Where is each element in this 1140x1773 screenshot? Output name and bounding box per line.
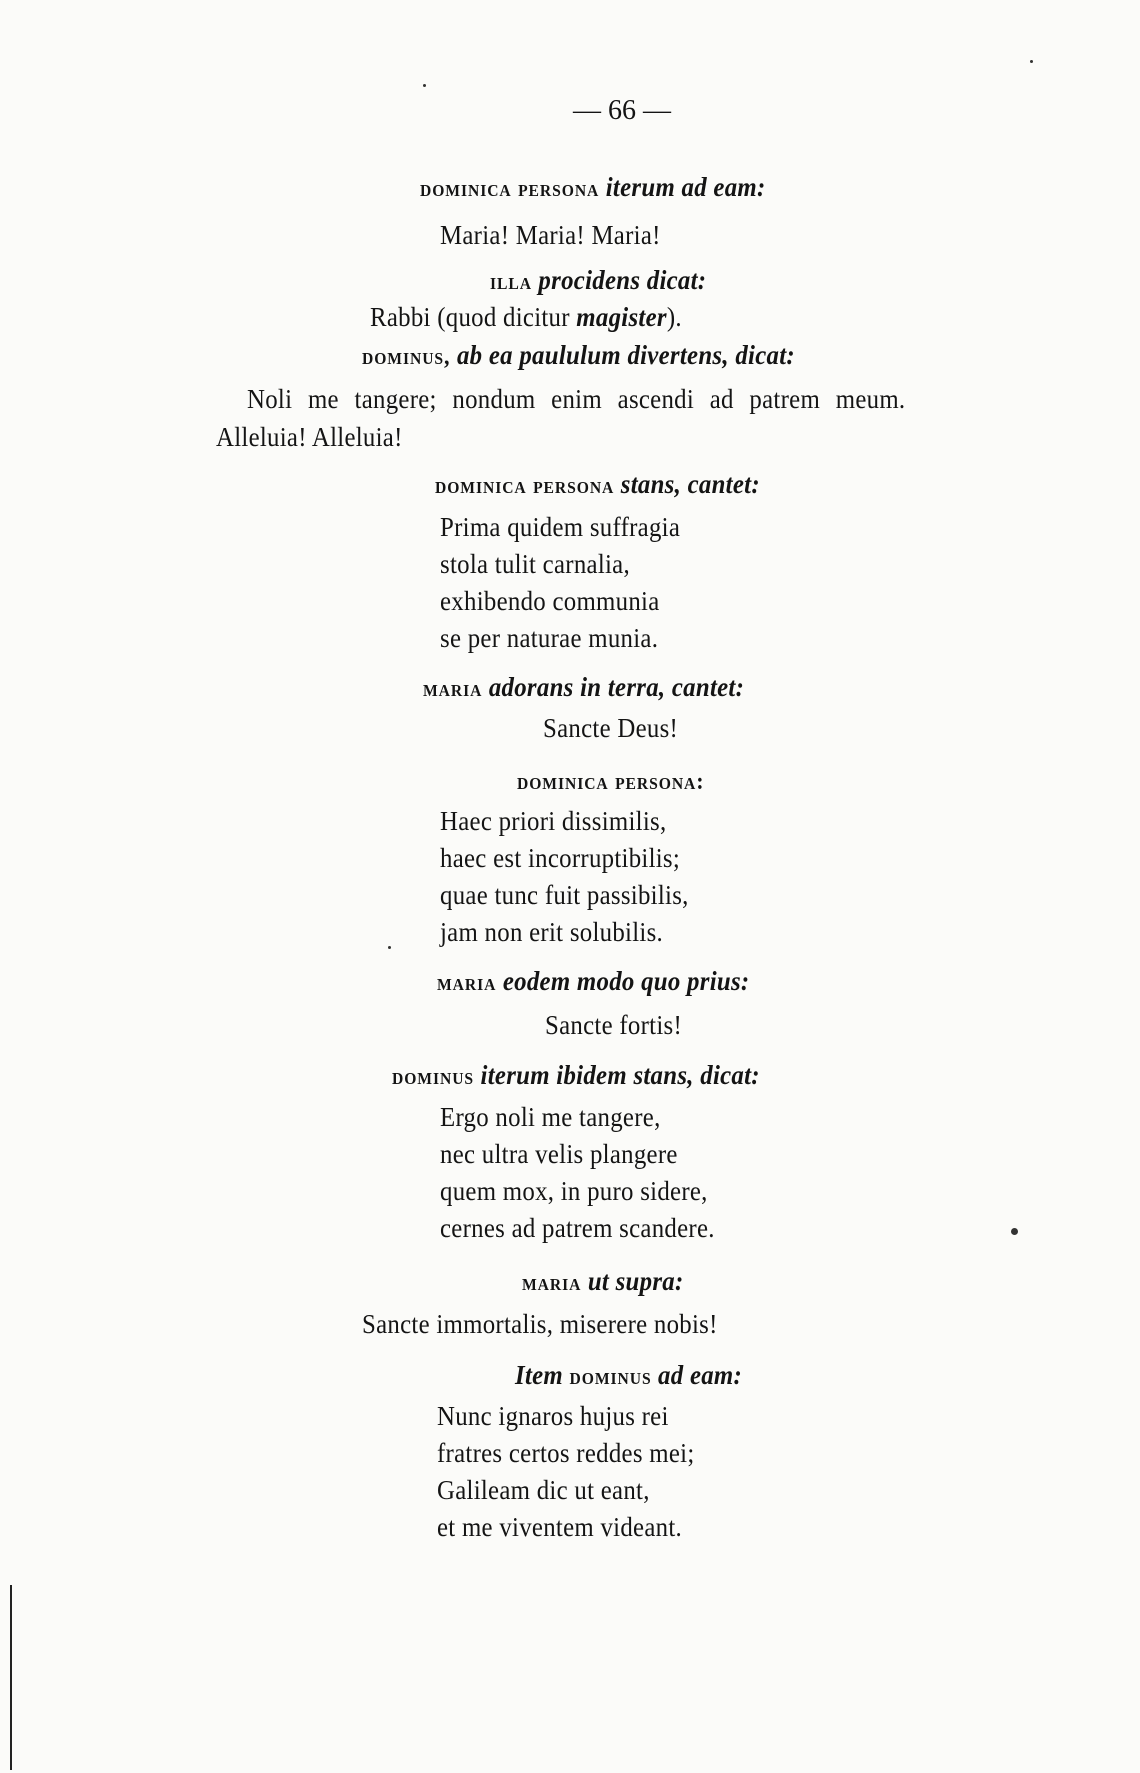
stage-direction — [517, 763, 705, 799]
verse-line: Sancte fortis! — [545, 1010, 682, 1040]
speaker-name: maria — [423, 676, 483, 702]
verse-line: quem mox, in puro sidere, — [440, 1176, 708, 1206]
verse-line: Galileam dic ut eant, — [437, 1475, 650, 1505]
verse-line: nec ultra velis plangere — [440, 1139, 678, 1169]
prose-line: Alleluia! Alleluia! — [216, 422, 403, 452]
verse-line: quae tunc fuit passibilis, — [440, 880, 689, 910]
verse-line: Ergo noli me tangere, — [440, 1102, 661, 1132]
speaker-name: dominica persona — [420, 176, 600, 202]
verse-line: Maria! Maria! Maria! — [440, 220, 661, 250]
speaker-name: dominus — [569, 1364, 652, 1390]
speaker-name: dominus — [392, 1064, 475, 1090]
stage-direction — [362, 338, 795, 374]
scan-speck — [1011, 1228, 1018, 1235]
verse-line: Nunc ignaros hujus rei — [437, 1401, 669, 1431]
verse-line: se per naturae munia. — [440, 623, 659, 653]
prose-line: Noli me tangere; nondum enim ascendi ad patrem meum. — [247, 384, 906, 414]
stage-direction — [423, 670, 744, 706]
scan-speck — [423, 84, 426, 87]
scan-edge-line — [10, 1585, 12, 1770]
speaker-name: maria — [437, 970, 497, 996]
direction-text: iterum ibidem stans, dicat: — [480, 1060, 760, 1090]
verse-line: Sancte Deus! — [543, 713, 679, 743]
scan-speck — [388, 946, 391, 949]
verse-line: haec est incorruptibilis; — [440, 843, 681, 873]
stage-direction — [437, 964, 749, 1000]
verse-line: Sancte immortalis, miserere nobis! — [362, 1309, 718, 1339]
verse-line: et me viventem videant. — [437, 1512, 683, 1542]
direction-text: stans, cantet: — [620, 469, 760, 499]
direction-text: eodem modo quo prius: — [502, 966, 750, 996]
verse-line: exhibendo communia — [440, 586, 660, 616]
speaker-name: dominus, — [362, 344, 451, 370]
verse-line: cernes ad patrem scandere. — [440, 1213, 715, 1243]
speaker-name: illa — [490, 269, 532, 295]
stage-direction — [420, 170, 766, 206]
page-number: — 66 — — [573, 95, 671, 126]
direction-text: iterum ad eam: — [605, 172, 766, 202]
stage-direction — [392, 1058, 760, 1094]
direction-text: ad eam: — [658, 1360, 743, 1390]
stage-direction — [522, 1264, 684, 1300]
scan-speck — [1030, 60, 1033, 63]
stage-direction — [435, 467, 760, 503]
verse-line: Haec priori dissimilis, — [440, 806, 667, 836]
verse-line: fratres certos reddes mei; — [437, 1438, 695, 1468]
direction-text: adorans in terra, cantet: — [488, 672, 745, 702]
direction-text: ut supra: — [587, 1266, 684, 1296]
speaker-name: maria — [522, 1270, 582, 1296]
prose-text: Rabbi (quod dicitur — [370, 302, 577, 332]
direction-text: Item — [515, 1360, 564, 1390]
speaker-name: dominica persona — [435, 473, 615, 499]
verse-line: jam non erit solubilis. — [440, 917, 663, 947]
prose-text: ). — [666, 302, 682, 332]
speaker-name: dominica persona: — [517, 769, 705, 795]
direction-text: procidens dicat: — [538, 265, 707, 295]
verse-line: Prima quidem suffragia — [440, 512, 681, 542]
italic-word: magister — [576, 302, 667, 332]
stage-direction — [515, 1358, 742, 1394]
stage-direction — [490, 263, 706, 299]
direction-text: ab ea paululum divertens, dicat: — [456, 340, 795, 370]
prose-line — [370, 300, 682, 334]
verse-line: stola tulit carnalia, — [440, 549, 630, 579]
